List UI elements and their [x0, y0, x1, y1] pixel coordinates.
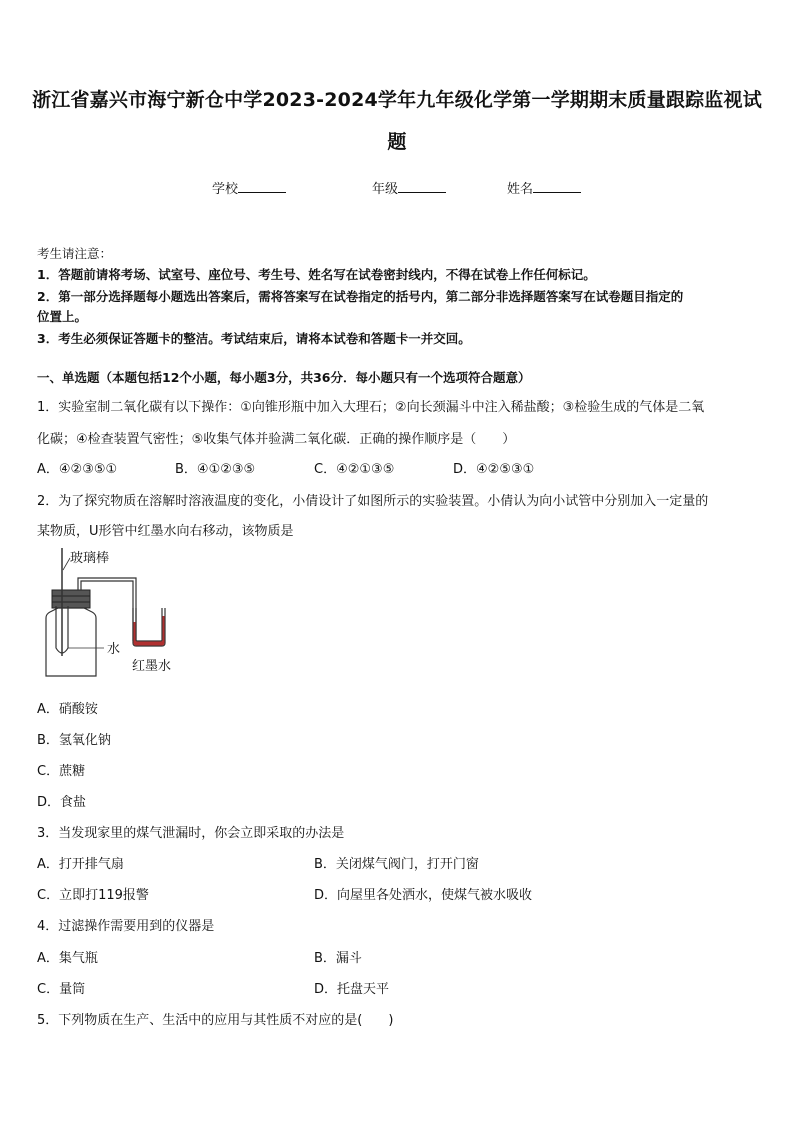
school-label: 学校 [212, 182, 239, 197]
q1-stem-line1: 1．实验室制二氧化碳有以下操作：①向锥形瓶中加入大理石；②向长颈漏斗中注入稀盐酸；③检验生成的气体是二氧 [37, 400, 705, 415]
page-title-line1: 浙江省嘉兴市海宁新仓中学2023-2024学年九年级化学第一学期期末质量跟踪监视试 [32, 89, 762, 111]
name-label: 姓名 [507, 182, 534, 197]
q3-stem: 3．当发现家里的煤气泄漏时，你会立即采取的办法是 [37, 826, 345, 841]
q4-stem: 4．过滤操作需要用到的仪器是 [37, 919, 215, 934]
label-water: 水 [107, 642, 121, 657]
q1-option-a: A．④②③⑤① [37, 462, 118, 477]
section-1-heading: 一、单选题（本题包括12个小题，每小题3分，共36分．每小题只有一个选项符合题意） [37, 370, 531, 385]
q1-option-c: C．④②①③⑤ [314, 462, 395, 477]
page-title-line2: 题 [387, 131, 407, 153]
grade-label: 年级 [372, 182, 399, 197]
label-glass-rod: 玻璃棒 [70, 551, 110, 566]
grade-field [372, 178, 446, 197]
q2-stem-line1: 2．为了探究物质在溶解时溶液温度的变化，小倩设计了如图所示的实验装置。小倩认为向小试管中分别加入一定量的 [37, 494, 709, 509]
q3-option-a: A．打开排气扇 [37, 857, 124, 872]
q3-option-b: B．关闭煤气阀门，打开门窗 [314, 857, 479, 872]
q1-option-b: B．④①②③⑤ [175, 462, 256, 477]
q3-option-c: C．立即打119报警 [37, 888, 149, 903]
q1-option-d: D．④②⑤③① [453, 462, 535, 477]
grade-blank [398, 180, 446, 193]
q2-option-b: B．氢氧化钠 [37, 733, 111, 748]
notice-item-3: 3．考生必须保证答题卡的整洁。考试结束后，请将本试卷和答题卡一并交回。 [37, 331, 471, 346]
q3-option-d: D．向屋里各处洒水，使煤气被水吸收 [314, 888, 533, 903]
notice-heading: 考生请注意： [37, 246, 113, 261]
bottle-outline [46, 608, 96, 676]
u-tube [133, 608, 165, 646]
notice-item-2-line1: 2．第一部分选择题每小题选出答案后，需将答案写在试卷指定的括号内，第二部分非选择题答案写在试卷题目指定的 [37, 289, 684, 304]
name-blank [533, 180, 581, 193]
q4-option-c: C．量筒 [37, 982, 86, 997]
label-red-ink: 红墨水 [132, 659, 172, 674]
q2-option-c: C．蔗糖 [37, 764, 86, 779]
notice-item-1: 1．答题前请将考场、试室号、座位号、考生号、姓名写在试卷密封线内，不得在试卷上作任何标记。 [37, 267, 596, 282]
q2-stem-line2: 某物质，U形管中红墨水向右移动，该物质是 [37, 524, 294, 539]
q2-option-d: D．食盐 [37, 795, 87, 810]
q4-option-b: B．漏斗 [314, 951, 362, 966]
school-field [212, 178, 286, 197]
school-blank [238, 180, 286, 193]
q4-option-d: D．托盘天平 [314, 982, 390, 997]
q1-stem-line2: 化碳；④检查装置气密性；⑤收集气体并验满二氧化碳．正确的操作顺序是（ ） [37, 432, 516, 447]
rubber-stopper [52, 590, 90, 608]
notice-item-2-line2: 位置上。 [37, 309, 88, 324]
q5-stem: 5．下列物质在生产、生活中的应用与其性质不对应的是( ) [37, 1013, 394, 1028]
name-field [507, 178, 581, 197]
q2-option-a: A．硝酸铵 [37, 702, 98, 717]
experiment-apparatus-figure [40, 548, 200, 678]
q4-option-a: A．集气瓶 [37, 951, 98, 966]
